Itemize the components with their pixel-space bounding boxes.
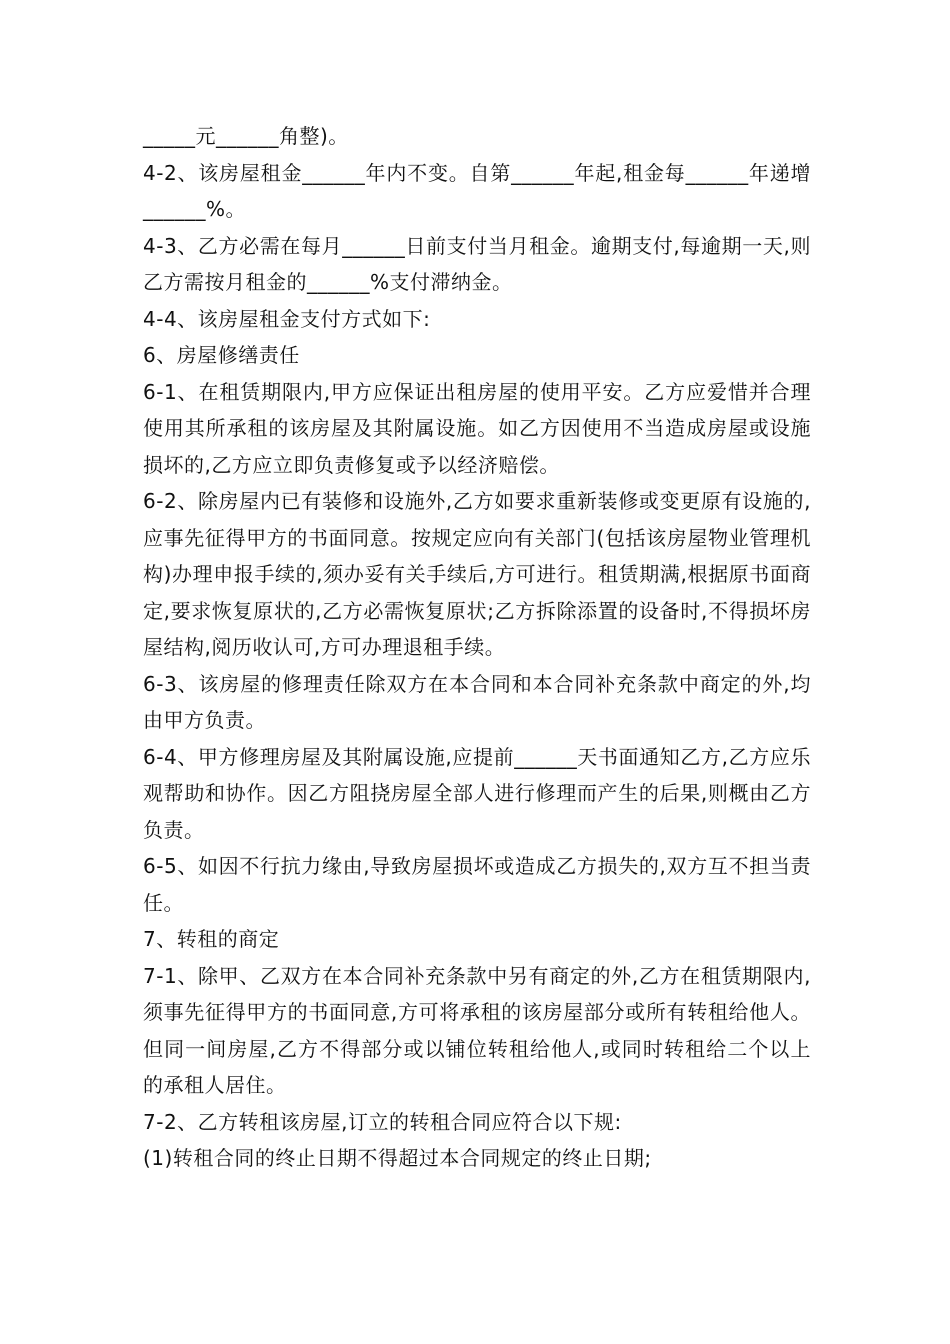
paragraph-7-2-item-1: (1)转租合同的终止日期不得超过本合同规定的终止日期; [143, 1146, 652, 1170]
paragraph-4-2: 4-2、该房屋租金______年内不变。自第______年起,租金每______年递增______%。 [143, 160, 811, 221]
paragraph-4-4: 4-4、该房屋租金支付方式如下: [143, 306, 431, 331]
paragraph-6-2: 6-2、除房屋内已有装修和设施外,乙方如要求重新装修或变更原有设施的,应事先征得甲方的书面同意。按规定应向有关部门(包括该房屋物业管理机构)办理申报手续的,须办妥有关手续后,方可进行。租赁期满,根据原书面商定,要求恢复原状的,乙方必需恢复原状;乙方拆除添置的设备时,不得损坏房屋结构,阅历收认可,方可办理退租手续。 [143, 489, 811, 659]
paragraph-6-5: 6-5、如因不行抗力缘由,导致房屋损坏或造成乙方损失的,双方互不担当责任。 [143, 854, 811, 915]
paragraph-4-3: 4-3、乙方必需在每月______日前支付当月租金。逾期支付,每逾期一天,则乙方需按月租金的______%支付滞纳金。 [143, 233, 811, 294]
paragraph-6-1: 6-1、在租赁期限内,甲方应保证出租房屋的使用平安。乙方应爱惜并合理使用其所承租的该房屋及其附属设施。如乙方因使用不当造成房屋或设施损坏的,乙方应立即负责修复或予以经济赔偿。 [143, 379, 811, 477]
heading-section-6: 6、房屋修缮责任 [143, 343, 300, 367]
paragraph-7-2: 7-2、乙方转租该房屋,订立的转租合同应符合以下规: [143, 1109, 622, 1134]
paragraph-rent-amount-tail: _____元______角整)。 [143, 124, 349, 148]
document-body [143, 118, 811, 1177]
paragraph-7-1: 7-1、除甲、乙双方在本合同补充条款中另有商定的外,乙方在租赁期限内,须事先征得甲方的书面同意,方可将承租的该房屋部分或所有转租给他人。但同一间房屋,乙方不得部分或以铺位转租给他人,或同时转租给二个以上的承租人居住。 [143, 963, 811, 1097]
heading-section-7: 7、转租的商定 [143, 927, 280, 951]
paragraph-6-4: 6-4、甲方修理房屋及其附属设施,应提前______天书面通知乙方,乙方应乐观帮助和协作。因乙方阻挠房屋全部人进行修理而产生的后果,则概由乙方负责。 [143, 744, 811, 842]
paragraph-6-3: 6-3、该房屋的修理责任除双方在本合同和本合同补充条款中商定的外,均由甲方负责。 [143, 671, 811, 732]
